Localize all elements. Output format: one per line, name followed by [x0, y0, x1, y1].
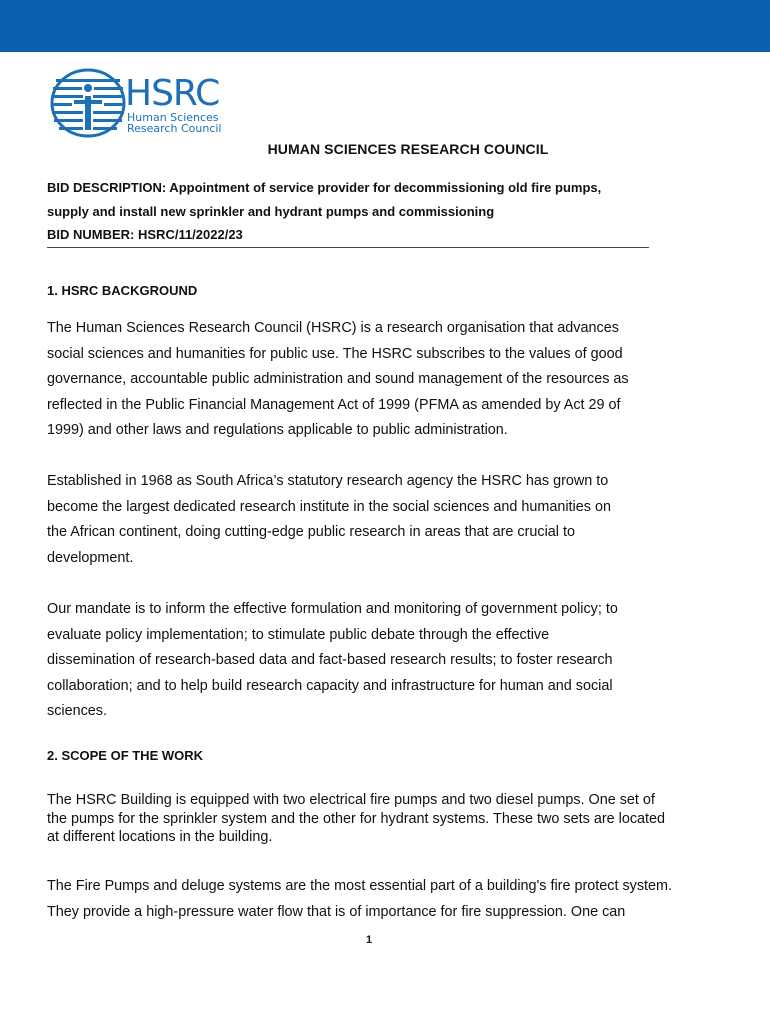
text-line: 1999) and other laws and regulations applicable to public administration.	[47, 422, 508, 438]
text-line: evaluate policy implementation; to stimulate public debate through the effective	[47, 626, 550, 643]
text-line: Our mandate is to inform the effective formulation and monitoring of government policy; to	[47, 601, 618, 617]
section-2-paragraph-1	[47, 791, 737, 847]
section-1-paragraph-3	[47, 597, 737, 725]
text-line: social sciences and humanities for public use. The HSRC subscribes to the values of good	[47, 345, 623, 362]
section-1-paragraph-1	[47, 316, 737, 444]
text-line: The HSRC Building is equipped with two electrical fire pumps and two diesel pumps. One set of	[47, 792, 655, 808]
bid-description-line-2: supply and install new sprinkler and hydrant pumps and commissioning	[47, 203, 495, 219]
text-line: Established in 1968 as South Africa’s statutory research agency the HSRC has grown to	[47, 473, 609, 489]
section-1-heading: 1. HSRC BACKGROUND	[47, 283, 198, 298]
text-line: at different locations in the building.	[47, 829, 273, 845]
bid-details	[47, 176, 687, 247]
logo-subline-1: Human Sciences	[127, 111, 219, 124]
text-line: become the largest dedicated research institute in the social sciences and humanities on	[47, 498, 611, 515]
page-number: 1	[365, 934, 373, 946]
hsrc-logo	[50, 68, 250, 140]
text-line: dissemination of research-based data and fact-based research results; to foster research	[47, 652, 613, 668]
document-title: HUMAN SCIENCES RESEARCH COUNCIL	[267, 141, 549, 157]
section-2-paragraph-2	[47, 874, 737, 925]
header-bar	[0, 0, 770, 52]
section-2-heading: 2. SCOPE OF THE WORK	[47, 748, 204, 763]
text-line: The Fire Pumps and deluge systems are the most essential part of a building's fire protect system.	[47, 878, 673, 894]
bid-description-line-1: BID DESCRIPTION: Appointment of service provider for decommissioning old fire pumps,	[47, 180, 602, 195]
logo-subline-2: Research Council	[127, 122, 222, 135]
text-line: They provide a high-pressure water flow that is of importance for fire suppression. One can	[47, 903, 626, 920]
divider	[47, 247, 649, 248]
bid-number: BID NUMBER: HSRC/11/2022/23	[47, 227, 243, 242]
text-line: The Human Sciences Research Council (HSRC) is a research organisation that advances	[47, 320, 619, 336]
text-line: the pumps for the sprinkler system and the other for hydrant systems. These two sets are located	[47, 810, 666, 827]
text-line: governance, accountable public administration and sound management of the resources as	[47, 371, 629, 387]
text-line: reflected in the Public Financial Management Act of 1999 (PFMA as amended by Act 29 of	[47, 396, 621, 413]
text-line: development.	[47, 549, 134, 566]
text-line: the African continent, doing cutting-edge public research in areas that are crucial to	[47, 524, 575, 540]
text-line: collaboration; and to help build research capacity and infrastructure for human and social	[47, 677, 613, 694]
logo-wordmark: HSRC	[125, 73, 220, 114]
section-1-paragraph-2	[47, 469, 737, 571]
text-line: sciences.	[47, 703, 107, 719]
